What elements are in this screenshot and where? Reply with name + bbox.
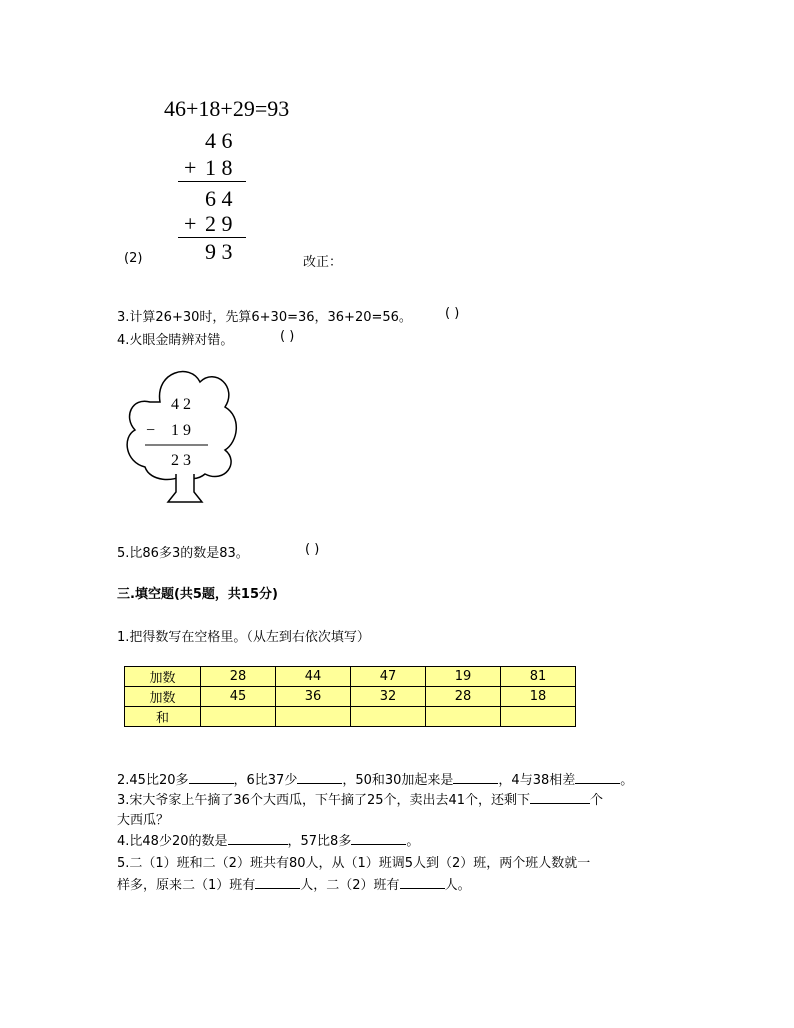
fill3-part-b: 个: [590, 793, 604, 808]
q5-bracket: ( ): [305, 542, 320, 557]
tree-result: 2 3: [171, 452, 191, 469]
step2-result: 9 3: [205, 239, 233, 264]
tree-minus-sign: −: [146, 422, 156, 439]
step2-op: +: [184, 211, 197, 236]
fill2-part-d: ，4与38相差: [498, 773, 576, 788]
row-label: 和: [125, 707, 201, 727]
row-label: 加数: [125, 667, 201, 687]
table-cell: 81: [501, 667, 576, 687]
addition-table: [124, 666, 576, 727]
tree-top-number: 4 2: [171, 396, 191, 413]
sum-cell[interactable]: [426, 707, 501, 727]
q3-text: 3.计算26+30时，先算6+30=36，36+20=56。: [117, 310, 412, 325]
fill2-part-b: ，6比37少: [233, 773, 298, 788]
sum-cell[interactable]: [351, 707, 426, 727]
q4-bracket: ( ): [280, 329, 295, 344]
q4-text: 4.火眼金睛辨对错。: [117, 333, 234, 348]
step1-line: [178, 181, 246, 182]
equation: 46+18+29=93: [164, 96, 290, 121]
sum-cell[interactable]: [201, 707, 276, 727]
table-row: [125, 667, 576, 687]
step2-bottom: 2 9: [205, 211, 233, 236]
table-row: [125, 707, 576, 727]
fill4-part-a: 4.比48少20的数是: [117, 834, 228, 849]
fill5-line1: 5.二（1）班和二（2）班共有80人，从（1）班调5人到（2）班，两个班人数就一: [117, 856, 591, 871]
fill4-line: [117, 830, 419, 849]
answer-blank[interactable]: [255, 875, 300, 889]
table-cell: 18: [501, 687, 576, 707]
fill2-part-e: 。: [620, 773, 634, 788]
fill3-part-a: 3.宋大爷家上午摘了36个大西瓜，下午摘了25个，卖出去41个，还剩下: [117, 793, 531, 808]
step1-bottom: 1 8: [205, 155, 233, 180]
table-cell: 19: [426, 667, 501, 687]
table-cell: 47: [351, 667, 426, 687]
q3-bracket: ( ): [445, 306, 460, 321]
answer-blank[interactable]: [189, 770, 234, 784]
table-cell: 45: [201, 687, 276, 707]
fill2-part-a: 2.45比20多: [117, 773, 189, 788]
table-cell: 32: [351, 687, 426, 707]
table-cell: 44: [276, 667, 351, 687]
sum-cell[interactable]: [501, 707, 576, 727]
table-cell: 36: [276, 687, 351, 707]
step2-line: [178, 237, 246, 238]
fill3-line2: 大西瓜？: [117, 813, 170, 828]
fill2-part-c: ，50和30加起来是: [342, 773, 454, 788]
answer-blank[interactable]: [453, 770, 498, 784]
fill4-part-c: 。: [406, 834, 420, 849]
tree-sub-number: 1 9: [171, 422, 191, 439]
fill2-line: [117, 769, 633, 788]
fill5-line2: [117, 874, 471, 893]
table-row: [125, 687, 576, 707]
answer-blank[interactable]: [297, 770, 342, 784]
fill5-part-a: 样多，原来二（1）班有: [117, 878, 256, 893]
answer-blank[interactable]: [351, 831, 406, 845]
answer-blank[interactable]: [400, 875, 445, 889]
correction-label: 改正：: [303, 255, 343, 270]
fill5-part-b: 人，二（2）班有: [300, 878, 400, 893]
step1-result: 6 4: [205, 186, 233, 211]
table-cell: 28: [426, 687, 501, 707]
q5-text: 5.比86多3的数是83。: [117, 546, 249, 561]
row-label: 加数: [125, 687, 201, 707]
answer-blank[interactable]: [228, 831, 288, 845]
fill4-part-b: ，57比8多: [287, 834, 352, 849]
answer-blank[interactable]: [530, 790, 590, 804]
step1-op: +: [184, 155, 197, 180]
fill3-line1: [117, 789, 603, 808]
step1-top: 4 6: [205, 128, 233, 153]
answer-blank[interactable]: [575, 770, 620, 784]
table-cell: 28: [201, 667, 276, 687]
fill5-part-c: 人。: [444, 878, 471, 893]
section-title: 三.填空题(共5题，共15分): [117, 587, 278, 602]
problem-label: (2): [124, 251, 143, 266]
sum-cell[interactable]: [276, 707, 351, 727]
fill1-text: 1.把得数写在空格里。（从左到右依次填写）: [117, 630, 370, 645]
